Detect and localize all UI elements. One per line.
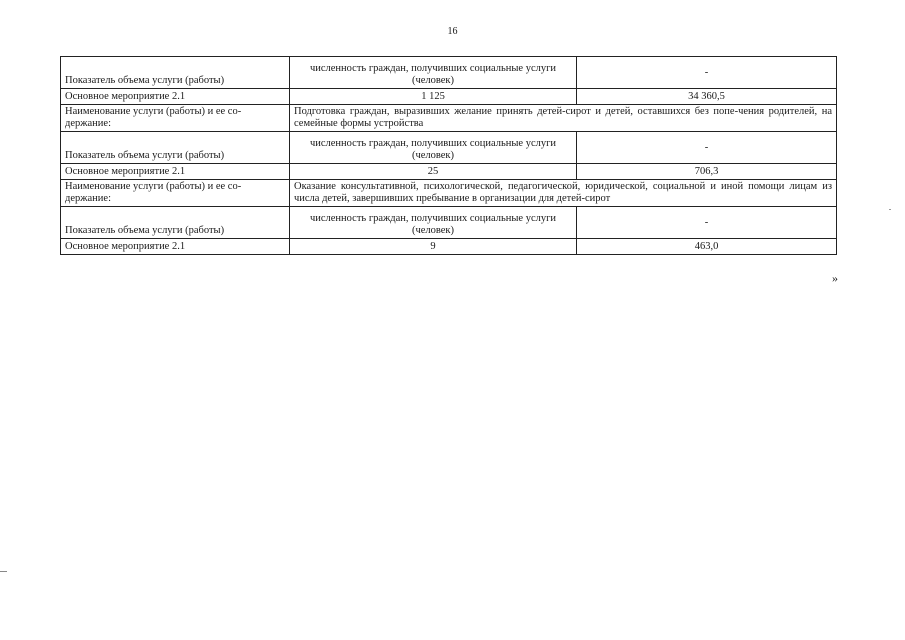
indicator-value: - xyxy=(577,132,837,164)
row-label: Основное мероприятие 2.1 xyxy=(61,239,290,255)
row-label: Основное мероприятие 2.1 xyxy=(61,164,290,180)
row-label: Наименование услуги (работы) и ее со-держание: xyxy=(61,180,290,207)
page-number: 16 xyxy=(447,26,458,37)
measure-volume: 1 125 xyxy=(290,89,577,105)
scan-mark xyxy=(889,209,891,210)
indicator-unit: численность граждан, получивших социальные услуги (человек) xyxy=(290,207,577,239)
table-row-measure xyxy=(61,239,837,255)
closing-quote: » xyxy=(832,271,838,285)
row-label: Показатель объема услуги (работы) xyxy=(61,57,290,89)
table-row-indicator xyxy=(61,207,837,239)
indicator-value: - xyxy=(577,207,837,239)
measure-volume: 25 xyxy=(290,164,577,180)
table-row-service xyxy=(61,180,837,207)
indicator-unit: численность граждан, получивших социальные услуги (человек) xyxy=(290,57,577,89)
table-row-service xyxy=(61,105,837,132)
scan-mark xyxy=(0,571,7,572)
table-row-measure xyxy=(61,164,837,180)
row-label: Показатель объема услуги (работы) xyxy=(61,132,290,164)
service-volume-table xyxy=(60,56,837,255)
measure-amount: 463,0 xyxy=(577,239,837,255)
measure-amount: 34 360,5 xyxy=(577,89,837,105)
table-row-indicator xyxy=(61,132,837,164)
table-row-indicator xyxy=(61,57,837,89)
indicator-unit: численность граждан, получивших социальные услуги (человек) xyxy=(290,132,577,164)
row-label: Наименование услуги (работы) и ее со-держание: xyxy=(61,105,290,132)
indicator-value: - xyxy=(577,57,837,89)
table-row-measure xyxy=(61,89,837,105)
measure-amount: 706,3 xyxy=(577,164,837,180)
row-label: Основное мероприятие 2.1 xyxy=(61,89,290,105)
row-label: Показатель объема услуги (работы) xyxy=(61,207,290,239)
measure-volume: 9 xyxy=(290,239,577,255)
service-description: Оказание консультативной, психологической, педагогической, юридической, социальной и иной помощи лицам из числа детей, завершивших пребывание в организации для детей-сирот xyxy=(290,180,837,207)
service-description: Подготовка граждан, выразивших желание принять детей-сирот и детей, оставшихся без попе-чения родителей, на семейные формы устройства xyxy=(290,105,837,132)
